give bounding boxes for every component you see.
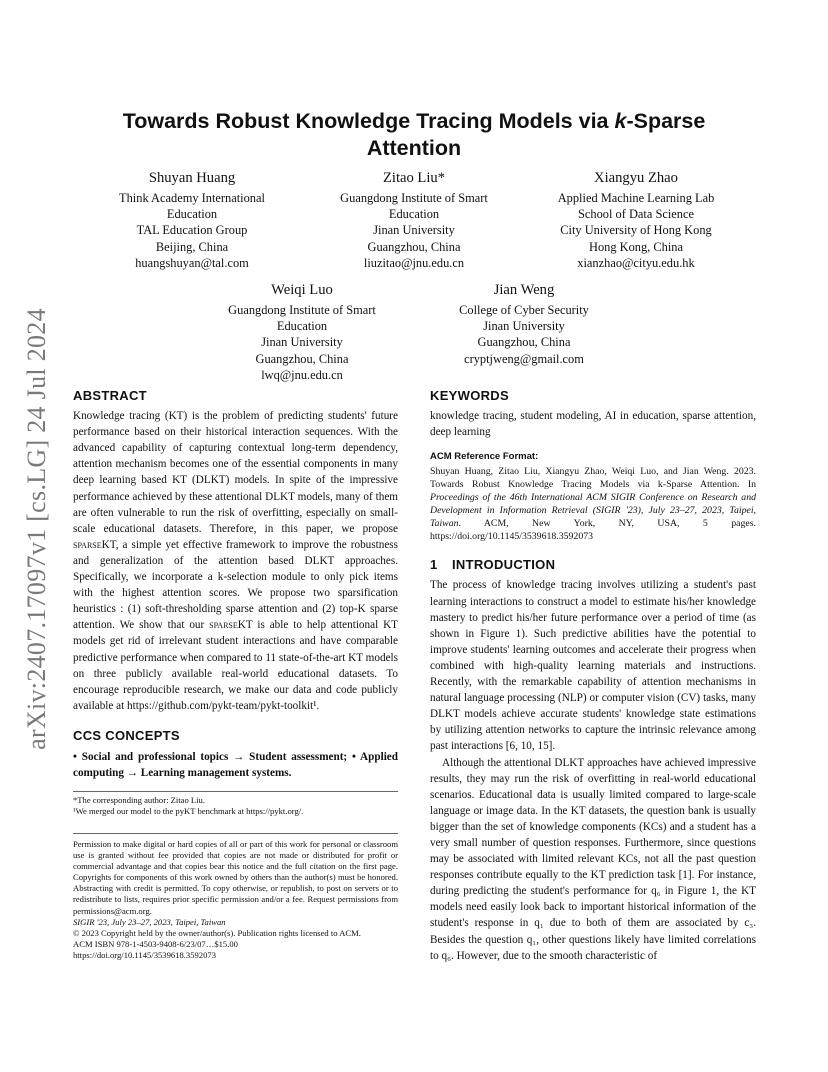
isbn-line: ACM ISBN 978-1-4503-9408-6/23/07…$15.00 <box>73 938 238 949</box>
author-block-4 <box>210 282 394 383</box>
footnote-corresponding-author: *The corresponding author: Zitao Liu. <box>73 795 205 805</box>
introduction-paragraph-1: The process of knowledge tracing involves utilizing a student's past learning interactions to construct a model to estimate his/her knowledge mastery to predict his/her future performance over a period of time (as shown in Figure 1). Such predictive abilities have the potential to improve students' learning outcomes and accelerate their progress when combined with high-quality learning materials and instructions. Recently, with the remarkable capability of attention mechanisms in natural language processing (NLP) or computer vision (CV) tasks, many DLKT models achieve accurate students' knowledge state estimations by utilizing attention networks to capture the intrinsic relevance among past interactions [6, 10, 15]. <box>430 579 756 753</box>
arxiv-identifier-stamp <box>22 296 52 762</box>
author-affiliation: Guangdong Institute of Smart Education <box>340 191 488 222</box>
permission-notice <box>73 833 398 961</box>
author-affiliation: City University of Hong Kong <box>560 223 712 238</box>
author-location: Guangzhou, China <box>477 335 571 350</box>
author-affiliation: Applied Machine Learning Lab <box>557 191 715 205</box>
author-affiliation: College of Cyber Security <box>459 303 589 317</box>
author-affiliation: Jinan University <box>261 335 343 350</box>
footnote-pykt: ¹We merged our model to the pyKT benchmark at https://pykt.org/. <box>73 806 304 816</box>
author-affiliation: Jinan University <box>373 223 455 238</box>
author-email: huangshuyan@tal.com <box>135 255 249 270</box>
keywords-heading: KEYWORDS <box>430 388 509 403</box>
author-email: cryptjweng@gmail.com <box>464 351 584 366</box>
author-affiliation: Guangdong Institute of Smart Education <box>228 303 376 334</box>
left-column <box>73 388 398 781</box>
title-part-1: Towards Robust Knowledge Tracing Models via <box>122 109 615 133</box>
arxiv-stamp-text: arXiv:2407.17097v1 [cs.LG] 24 Jul 2024 <box>22 308 52 750</box>
author-location: Hong Kong, China <box>589 239 683 254</box>
author-name: Zitao Liu* <box>382 170 445 186</box>
doi-link[interactable]: https://doi.org/10.1145/3539618.3592073 <box>73 949 216 960</box>
author-block-3 <box>544 170 728 271</box>
author-name: Shuyan Huang <box>148 170 236 186</box>
author-email: xianzhao@cityu.edu.hk <box>577 255 695 270</box>
author-affiliation: Think Academy International Education <box>119 191 265 222</box>
right-column <box>430 388 756 964</box>
author-email: liuzitao@jnu.edu.cn <box>363 255 465 270</box>
title-k: k <box>614 109 627 133</box>
author-location: Beijing, China <box>155 239 229 254</box>
author-block-2 <box>322 170 506 271</box>
author-block-1 <box>100 170 284 271</box>
author-location: Guangzhou, China <box>367 239 461 254</box>
author-name: Jian Weng <box>493 282 555 298</box>
author-affiliation: School of Data Science <box>578 207 694 222</box>
acm-reference-label: ACM Reference Format: <box>430 451 539 463</box>
author-block-5 <box>432 282 616 367</box>
sparsekt-name: sparse <box>209 619 238 632</box>
author-affiliation: Jinan University <box>483 319 565 334</box>
abstract-text: Knowledge tracing (KT) is the problem of predicting students' future performance based on their historical interaction sequences. With the advanced capability of capturing contextual long-term dependency, attention mechanism becomes one of the essential components in many deep learning based KT (DLKT) models. In spite of the impressive performance achieved by these attentional DLKT models, many of them are often vulnerable to run the risk of overfitting, especially on small-scale educational datasets. Therefore, in this paper, we propose sparseKT, a simple yet effective framework to improve the robustness and generalization of the attention based DLKT approaches. Specifically, we incorporate a k-selection module to only pick items with the highest attention scores. We propose two sparsification heuristics : (1) soft-thresholding sparse attention and (2) top-K sparse attention. We show that our sparseKT is able to help attentional KT models get rid of irrelevant student interactions and have comparable predictive performance when compared to 11 state-of-the-art KT models on three publicly available real-world educational datasets. To encourage reproducible research, we make our data and code publicly available at https://github.com/pykt-team/pykt-toolkit¹. <box>73 410 398 712</box>
author-affiliation: TAL Education Group <box>136 223 248 238</box>
author-name: Xiangyu Zhao <box>594 170 678 186</box>
sparsekt-name: sparse <box>73 538 102 551</box>
acm-reference-text: Shuyan Huang, Zitao Liu, Xiangyu Zhao, Weiqi Luo, and Jian Weng. 2023. Towards Robust Knowledge Tracing Models via k-Sparse Attention. In Proceedings of the 46th International ACM SIGIR Conference on Research and Development in Information Retrieval (SIGIR '23), July 23–27, 2023, Taipei, Taiwan. ACM, New York, NY, USA, 5 pages. https://doi.org/10.1145/3539618.3592073 <box>430 466 756 543</box>
footnotes <box>73 791 398 817</box>
permission-text: Permission to make digital or hard copies of all or part of this work for personal or classroom use is granted without fee provided that copies are not made or distributed for profit or commercial advantage and that copies bear this notice and the full citation on the first page. Copyrights for components of this work owned by others than the author(s) must be honored. Abstracting with credit is permitted. To copy otherwise, or republish, to post on servers or to redistribute to lists, requires prior specific permission and/or a fee. Request permissions from permissions@acm.org. <box>73 839 398 916</box>
author-name: Weiqi Luo <box>271 282 333 298</box>
paper-title <box>100 108 728 162</box>
keywords-text: knowledge tracing, student modeling, AI in education, sparse attention, deep learning <box>430 410 756 439</box>
author-email: lwq@jnu.edu.cn <box>261 367 343 382</box>
copyright-line: © 2023 Copyright held by the owner/author(s). Publication rights licensed to ACM. <box>73 927 361 938</box>
ccs-concepts: • Social and professional topics → Student assessment; • Applied computing → Learning management systems. <box>73 750 398 780</box>
abstract-heading: ABSTRACT <box>73 388 147 403</box>
introduction-paragraph-2: Although the attentional DLKT approaches have achieved impressive results, they may run the risk of overfitting in real-world educational scenarios. Educational data is usually limited compared to large-scale language or image data. In the KT datasets, the question bank is usually bigger than the set of knowledge components (KCs) and a student has a very small number of question responses. Furthermore, since questions may be associated with limited relevant KCs, not all the past question responses contribute equally to the KT prediction task [1]. For instance, during predicting the student's performance for q₆ in Figure 1, the KT models need easily look back to important historical information of the student's response in q₁ due to both of them are associated by c₃. Besides the question q₁, other questions likely have limited correlations to q₆. However, due to the smooth characteristic of <box>430 756 756 962</box>
title-part-2: -Sparse Attention <box>366 109 706 160</box>
ccs-heading: CCS CONCEPTS <box>73 727 180 743</box>
venue-line: SIGIR '23, July 23–27, 2023, Taipei, Taiwan <box>73 916 226 927</box>
introduction-heading: 1 INTRODUCTION <box>430 557 556 573</box>
author-location: Guangzhou, China <box>255 351 349 366</box>
